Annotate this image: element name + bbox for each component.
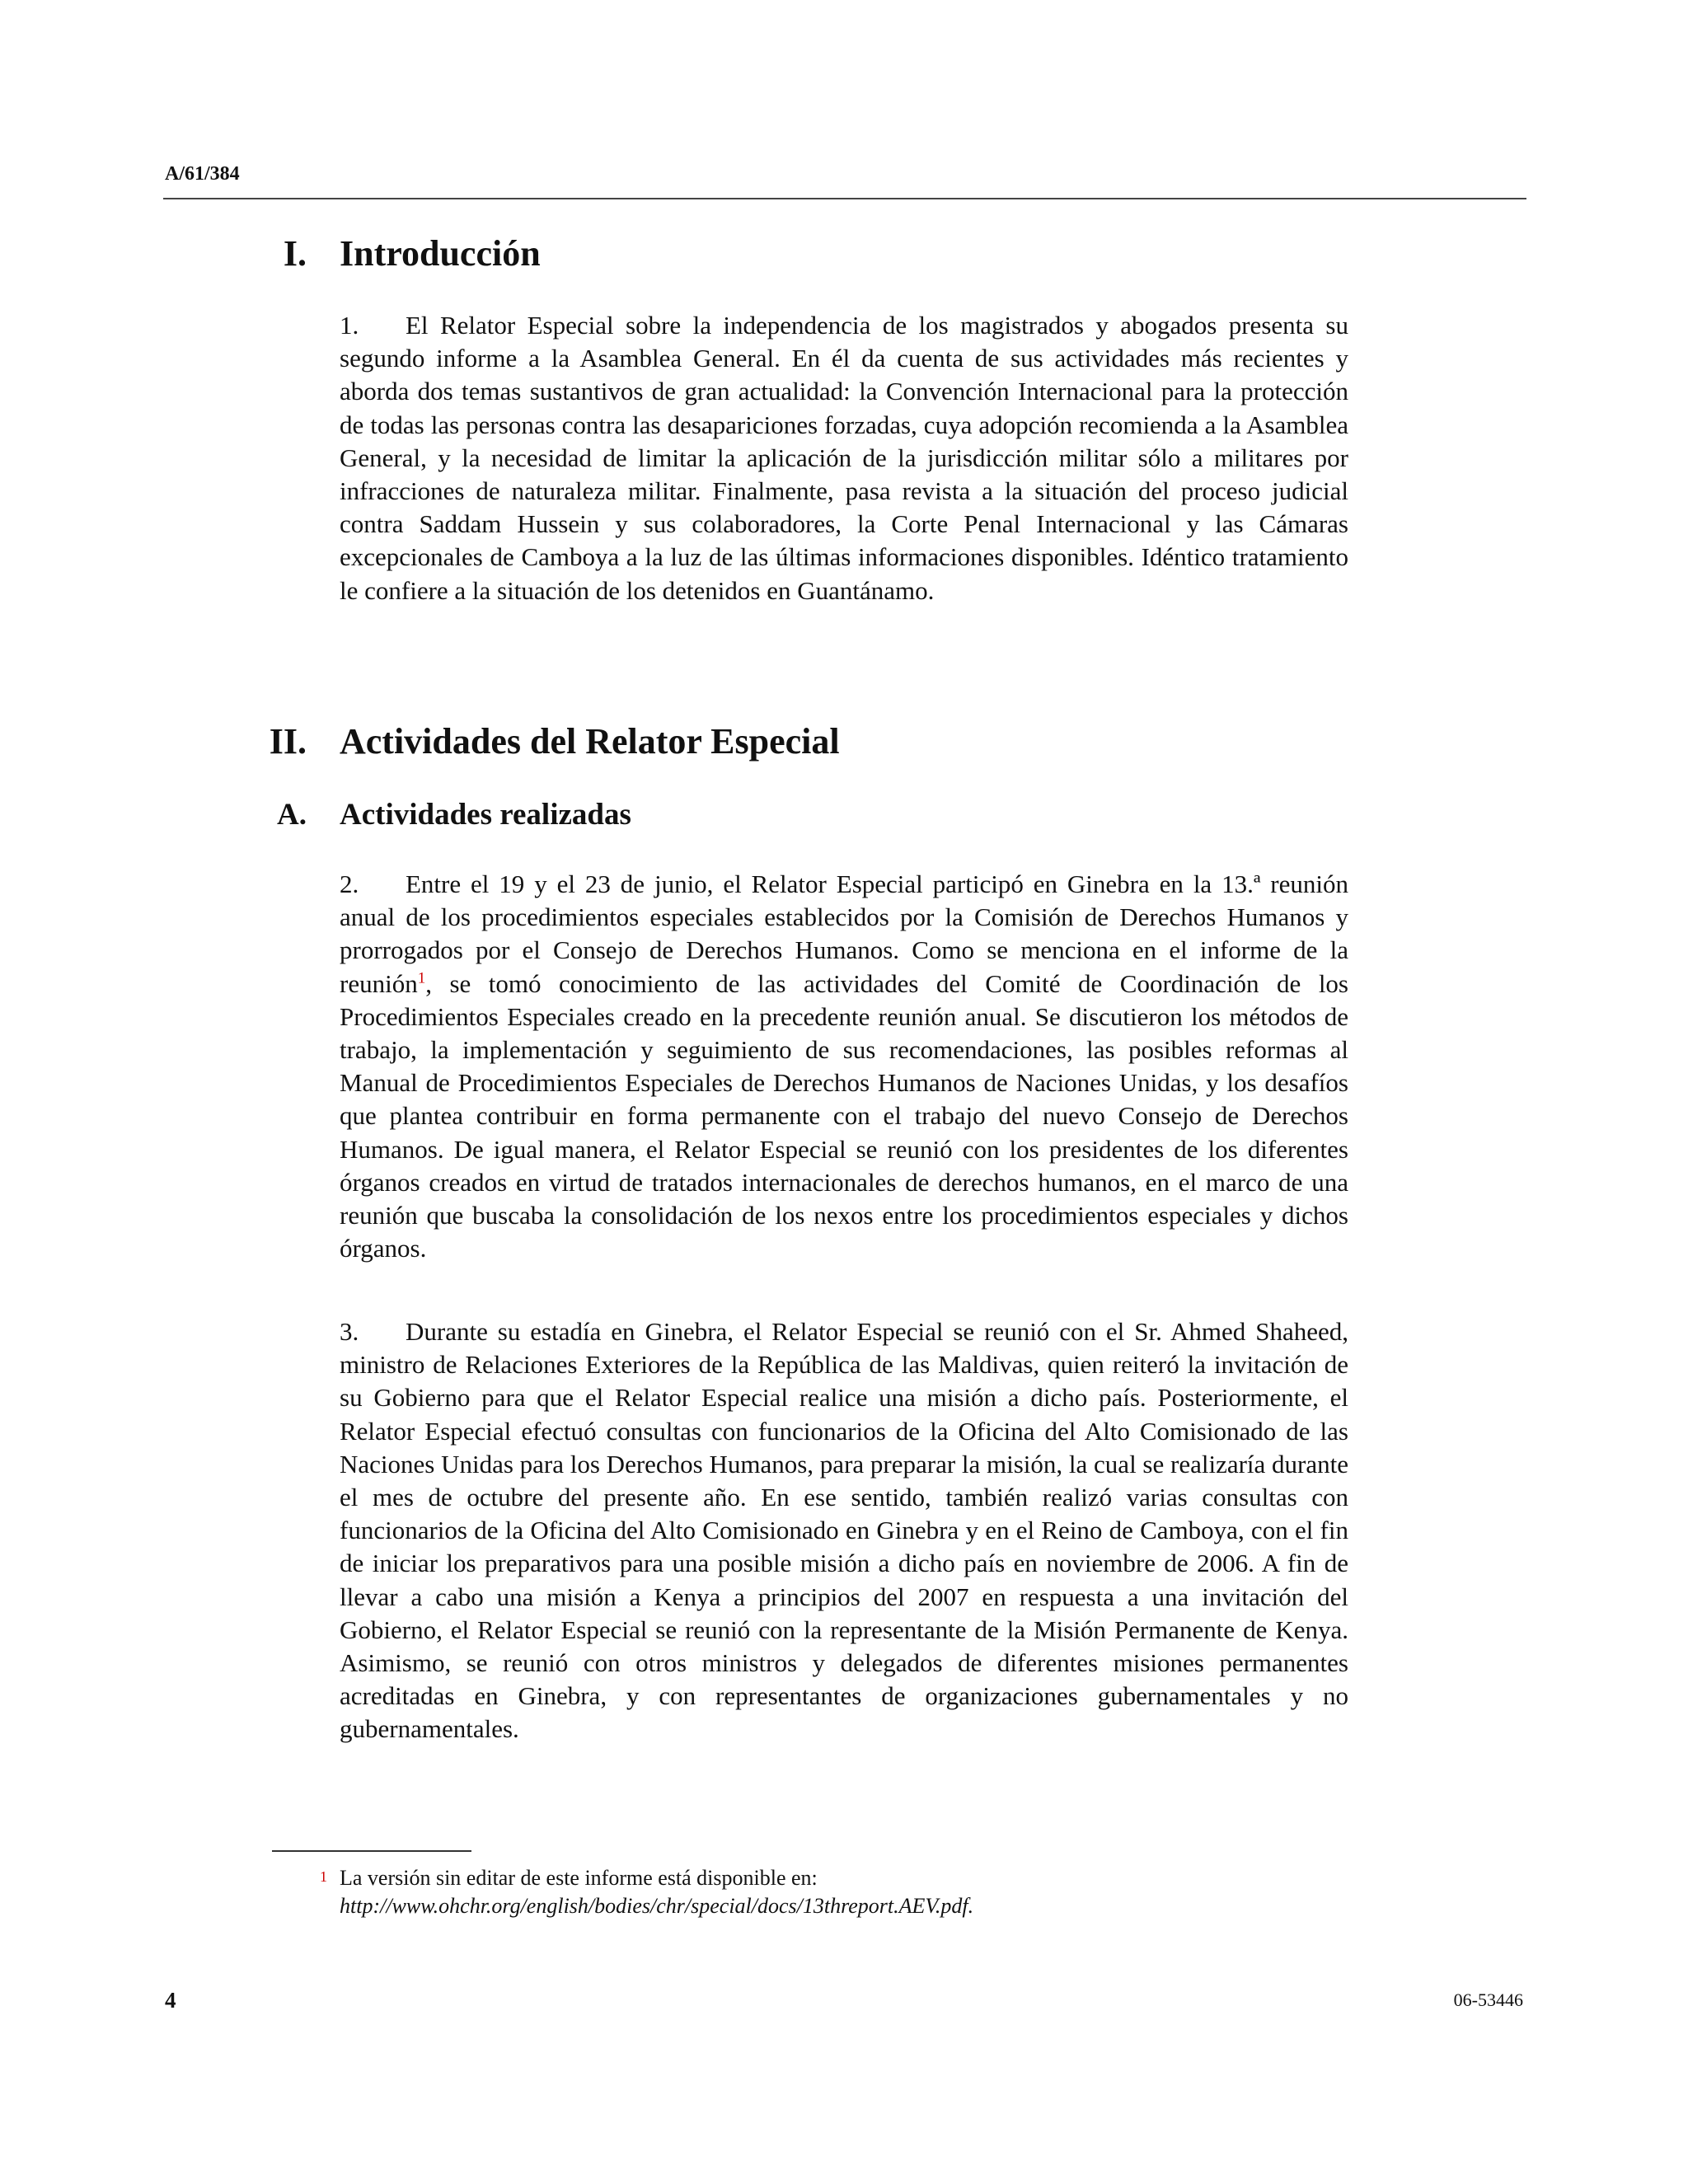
section-number: I. [283,233,307,274]
footnote-1 [320,1864,1411,1920]
paragraph-text-continued: , se tomó conocimiento de las actividades del Comité de Coordinación de los Procedimientos Especiales creado en la precedente reunión anual. Se discutieron los métodos de trabajo, la implementación y seguimiento de sus recomendaciones, las posibles reformas al Manual de Procedimientos Especiales de Derechos Humanos de Naciones Unidas, y los desafíos que plantea contribuir en forma permanente con el trabajo del nuevo Consejo de Derechos Humanos. De igual manera, el Relator Especial se reunió con los presidentes de los diferentes órganos creados en virtud de tratados internacionales de derechos humanos, en el marco de una reunión que buscaba la consolidación de los nexos entre los procedimientos especiales y dichos órganos. [340,968,1348,1263]
section-number: II. [269,721,307,762]
footnote-text: La versión sin editar de este informe está disponible en: [340,1866,818,1890]
subsection-title: Actividades realizadas [340,798,631,832]
paragraph-text: El Relator Especial sobre la independencia de los magistrados y abogados presenta su segundo informe a la Asamblea General. En él da cuenta de sus actividades más recientes y aborda dos temas sustantivos de gran actualidad: la Convención Internacional para la protección de todas las personas contra las desapariciones forzadas, cuya adopción recomienda a la Asamblea General, y la necesidad de limitar la aplicación de la jurisdicción militar sólo a militares por infracciones de naturaleza militar. Finalmente, pasa revista a la situación del proceso judicial contra Saddam Hussein y sus colaboradores, la Corte Penal Internacional y las Cámaras excepcionales de Camboya a la luz de las últimas informaciones disponibles. Idéntico tratamiento le confiere a la situación de los detenidos en Guantánamo. [340,311,1348,605]
footnote-mark: 1 [320,1868,327,1885]
section-title: Actividades del Relator Especial [340,721,840,762]
document-symbol: A/61/384 [165,163,240,185]
job-number: 06-53446 [1453,1990,1523,2010]
paragraph-text: Durante su estadía en Ginebra, el Relator Especial se reunió con el Sr. Ahmed Shaheed, ministro de Relaciones Exteriores de la República de las Maldivas, quien reiteró la invitación de su Gobierno para que el Relator Especial realice una misión a dicho país. Posteriormente, el Relator Especial efectuó consultas con funcionarios de la Oficina del Alto Comisionado de las Naciones Unidas para los Derechos Humanos, para preparar la misión, la cual se realizaría durante el mes de octubre del presente año. En ese sentido, también realizó varias consultas con funcionarios de la Oficina del Alto Comisionado en Ginebra y en el Reino de Camboya, con el fin de iniciar los preparativos para una posible misión a dicho país en noviembre de 2006. A fin de llevar a cabo una misión a Kenya a principios del 2007 en respuesta a una invitación del Gobierno, el Relator Especial se reunió con la representante de la Misión Permanente de Kenya. Asimismo, se reunió con otros ministros y delegados de diferentes misiones permanentes acreditadas en Ginebra, y con representantes de organizaciones gubernamentales y no gubernamentales. [340,1317,1348,1744]
paragraph-3 [340,1315,1348,1746]
header-rule [163,198,1526,199]
paragraph-number: 1. [340,311,359,340]
footnote-rule [272,1850,471,1852]
footnote-url-link[interactable]: http://www.ohchr.org/english/bodies/chr/special/docs/13threport.AEV.pdf. [340,1894,974,1918]
subsection-heading-actividades-realizadas [277,797,631,832]
paragraph-number: 2. [340,869,359,898]
section-title: Introducción [340,233,541,274]
section-heading-introduccion [283,232,541,274]
paragraph-1 [340,309,1348,607]
subsection-letter: A. [277,798,307,832]
paragraph-2 [340,868,1348,1265]
section-heading-actividades [269,720,840,762]
paragraph-number: 3. [340,1317,359,1346]
paragraph-text: Entre el 19 y el 23 de junio, el Relator Especial participó en Ginebra en la 13.ª reunión anual de los procedimientos especiales establecidos por la Comisión de Derechos Humanos y prorrogados por el Consejo de Derechos Humanos. Como se menciona en el informe de la reunión [340,869,1348,998]
page-number: 4 [165,1988,176,2013]
footnote-reference[interactable]: 1 [417,969,426,987]
